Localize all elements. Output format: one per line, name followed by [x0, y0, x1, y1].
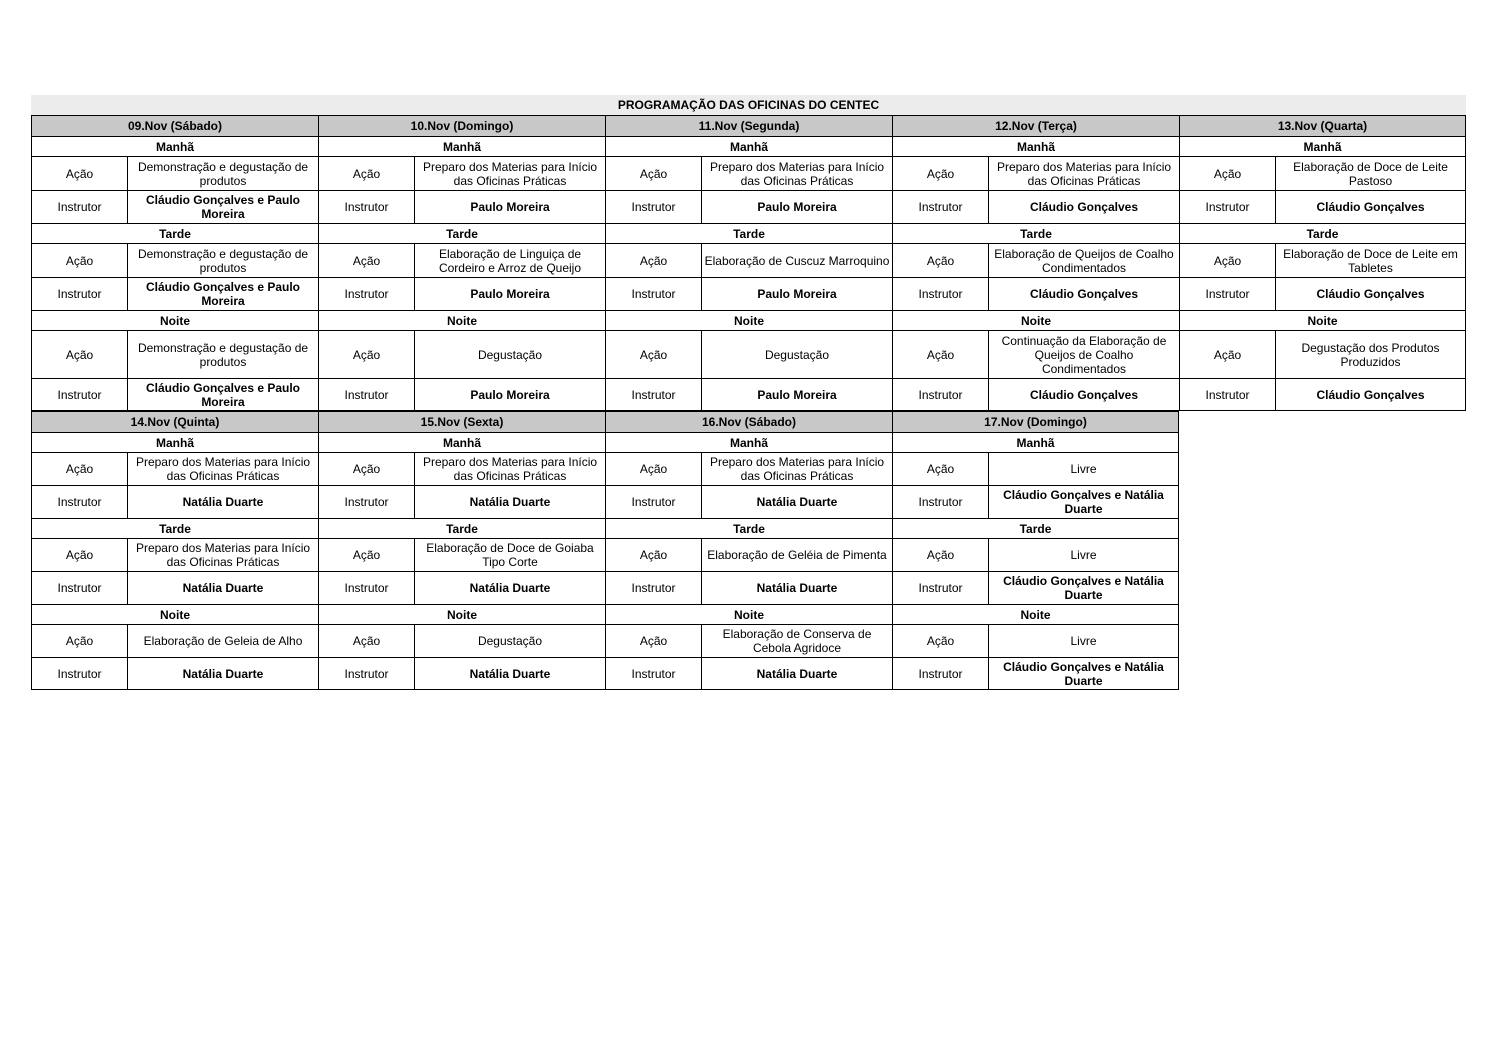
acao-label: Ação [31, 330, 127, 378]
day-header: 16.Nov (Sábado) [605, 411, 892, 432]
acao-row [892, 452, 1179, 485]
acao-value: Preparo dos Materias para Início das Oficinas Práticas [414, 156, 605, 190]
acao-value: Preparo dos Materias para Início das Oficinas Práticas [414, 452, 605, 485]
day-column [892, 115, 1179, 411]
instrutor-label: Instrutor [318, 190, 414, 223]
acao-value: Degustação [414, 330, 605, 378]
acao-value: Livre [988, 538, 1179, 571]
instrutor-row [892, 485, 1179, 518]
instrutor-row [605, 485, 892, 518]
instrutor-row [31, 190, 318, 223]
period-label: Tarde [892, 518, 1179, 538]
instrutor-value: Cláudio Gonçalves e Paulo Moreira [127, 190, 318, 223]
acao-value: Livre [988, 624, 1179, 657]
instrutor-label: Instrutor [1179, 190, 1275, 223]
instrutor-value: Cláudio Gonçalves [988, 277, 1179, 310]
instrutor-value: Cláudio Gonçalves [1275, 277, 1466, 310]
instrutor-label: Instrutor [31, 657, 127, 690]
instrutor-value: Paulo Moreira [414, 378, 605, 411]
acao-row [1179, 243, 1466, 277]
acao-row [605, 156, 892, 190]
acao-row [605, 624, 892, 657]
instrutor-label: Instrutor [31, 378, 127, 411]
instrutor-value: Paulo Moreira [414, 190, 605, 223]
acao-value: Elaboração de Geleia de Alho [127, 624, 318, 657]
instrutor-value: Natália Duarte [701, 571, 892, 604]
acao-value: Elaboração de Cuscuz Marroquino [701, 243, 892, 277]
period-label: Manhã [31, 136, 318, 156]
instrutor-label: Instrutor [31, 277, 127, 310]
day-header: 14.Nov (Quinta) [31, 411, 318, 432]
instrutor-value: Natália Duarte [414, 657, 605, 690]
period-label: Tarde [318, 518, 605, 538]
acao-label: Ação [605, 330, 701, 378]
instrutor-row [318, 277, 605, 310]
acao-row [892, 624, 1179, 657]
acao-value: Preparo dos Materias para Início das Oficinas Práticas [988, 156, 1179, 190]
instrutor-row [605, 277, 892, 310]
acao-row [892, 330, 1179, 378]
acao-row [318, 624, 605, 657]
period-label: Manhã [892, 432, 1179, 452]
acao-row [1179, 330, 1466, 378]
acao-row [318, 330, 605, 378]
acao-value: Degustação [701, 330, 892, 378]
instrutor-label: Instrutor [318, 378, 414, 411]
acao-label: Ação [605, 538, 701, 571]
acao-label: Ação [892, 243, 988, 277]
period-label: Noite [318, 310, 605, 330]
instrutor-row [605, 571, 892, 604]
period-label: Noite [31, 604, 318, 624]
instrutor-value: Natália Duarte [127, 571, 318, 604]
acao-label: Ação [1179, 243, 1275, 277]
acao-row [31, 243, 318, 277]
acao-value: Elaboração de Doce de Leite em Tabletes [1275, 243, 1466, 277]
instrutor-row [31, 571, 318, 604]
instrutor-label: Instrutor [605, 485, 701, 518]
period-label: Tarde [318, 223, 605, 243]
period-label: Tarde [31, 518, 318, 538]
acao-label: Ação [605, 156, 701, 190]
instrutor-row [1179, 378, 1466, 411]
acao-label: Ação [1179, 330, 1275, 378]
instrutor-value: Natália Duarte [414, 571, 605, 604]
week-block-2 [31, 411, 1466, 690]
instrutor-value: Cláudio Gonçalves e Paulo Moreira [127, 277, 318, 310]
period-label: Tarde [605, 223, 892, 243]
instrutor-row [318, 378, 605, 411]
acao-label: Ação [605, 624, 701, 657]
acao-row [318, 243, 605, 277]
acao-value: Elaboração de Geléia de Pimenta [701, 538, 892, 571]
acao-row [318, 156, 605, 190]
acao-row [605, 330, 892, 378]
instrutor-label: Instrutor [318, 485, 414, 518]
acao-value: Degustação dos Produtos Produzidos [1275, 330, 1466, 378]
acao-value: Elaboração de Doce de Goiaba Tipo Corte [414, 538, 605, 571]
day-header: 10.Nov (Domingo) [318, 115, 605, 136]
instrutor-value: Paulo Moreira [701, 378, 892, 411]
instrutor-row [31, 378, 318, 411]
instrutor-row [605, 378, 892, 411]
instrutor-row [892, 657, 1179, 690]
instrutor-value: Cláudio Gonçalves e Natália Duarte [988, 657, 1179, 690]
instrutor-label: Instrutor [605, 657, 701, 690]
acao-value: Preparo dos Materias para Início das Oficinas Práticas [701, 156, 892, 190]
instrutor-label: Instrutor [892, 277, 988, 310]
acao-value: Preparo dos Materias para Início das Oficinas Práticas [701, 452, 892, 485]
acao-row [318, 538, 605, 571]
period-label: Noite [1179, 310, 1466, 330]
day-column [605, 115, 892, 411]
instrutor-value: Cláudio Gonçalves [988, 190, 1179, 223]
instrutor-value: Cláudio Gonçalves [1275, 190, 1466, 223]
day-header: 09.Nov (Sábado) [31, 115, 318, 136]
acao-value: Demonstração e degustação de produtos [127, 330, 318, 378]
acao-label: Ação [31, 243, 127, 277]
acao-row [31, 156, 318, 190]
day-header: 15.Nov (Sexta) [318, 411, 605, 432]
acao-label: Ação [318, 243, 414, 277]
instrutor-value: Paulo Moreira [414, 277, 605, 310]
period-label: Noite [892, 310, 1179, 330]
acao-value: Preparo dos Materias para Início das Oficinas Práticas [127, 538, 318, 571]
instrutor-row [892, 378, 1179, 411]
acao-label: Ação [31, 156, 127, 190]
instrutor-row [318, 657, 605, 690]
instrutor-value: Natália Duarte [414, 485, 605, 518]
instrutor-value: Cláudio Gonçalves e Paulo Moreira [127, 378, 318, 411]
instrutor-row [31, 277, 318, 310]
instrutor-value: Natália Duarte [701, 657, 892, 690]
acao-row [605, 243, 892, 277]
period-label: Manhã [318, 432, 605, 452]
week-block-1 [31, 115, 1466, 411]
acao-value: Livre [988, 452, 1179, 485]
schedule-sheet [31, 95, 1466, 690]
period-label: Tarde [605, 518, 892, 538]
instrutor-row [31, 657, 318, 690]
day-column [318, 115, 605, 411]
instrutor-value: Natália Duarte [701, 485, 892, 518]
acao-row [892, 538, 1179, 571]
acao-value: Elaboração de Linguiça de Cordeiro e Arroz de Queijo [414, 243, 605, 277]
acao-row [31, 538, 318, 571]
acao-row [31, 330, 318, 378]
day-header: 17.Nov (Domingo) [892, 411, 1179, 432]
acao-label: Ação [318, 538, 414, 571]
acao-value: Elaboração de Conserva de Cebola Agridoce [701, 624, 892, 657]
acao-row [1179, 156, 1466, 190]
acao-label: Ação [892, 156, 988, 190]
day-header: 11.Nov (Segunda) [605, 115, 892, 136]
acao-value: Degustação [414, 624, 605, 657]
instrutor-label: Instrutor [892, 190, 988, 223]
instrutor-row [892, 571, 1179, 604]
instrutor-label: Instrutor [605, 190, 701, 223]
acao-label: Ação [892, 330, 988, 378]
acao-row [605, 452, 892, 485]
day-column [892, 411, 1179, 690]
day-header: 13.Nov (Quarta) [1179, 115, 1466, 136]
period-label: Manhã [31, 432, 318, 452]
period-label: Manhã [892, 136, 1179, 156]
acao-label: Ação [892, 538, 988, 571]
period-label: Tarde [1179, 223, 1466, 243]
period-label: Noite [892, 604, 1179, 624]
acao-row [605, 538, 892, 571]
instrutor-label: Instrutor [318, 277, 414, 310]
instrutor-label: Instrutor [318, 571, 414, 604]
instrutor-row [605, 657, 892, 690]
instrutor-label: Instrutor [605, 277, 701, 310]
period-label: Noite [605, 310, 892, 330]
day-column [318, 411, 605, 690]
acao-label: Ação [892, 452, 988, 485]
period-label: Noite [318, 604, 605, 624]
period-label: Noite [605, 604, 892, 624]
period-label: Manhã [605, 136, 892, 156]
day-column [31, 411, 318, 690]
day-column [605, 411, 892, 690]
instrutor-label: Instrutor [1179, 378, 1275, 411]
period-label: Tarde [892, 223, 1179, 243]
instrutor-row [1179, 190, 1466, 223]
instrutor-label: Instrutor [31, 190, 127, 223]
instrutor-label: Instrutor [892, 378, 988, 411]
acao-label: Ação [31, 624, 127, 657]
period-label: Manhã [1179, 136, 1466, 156]
acao-value: Demonstração e degustação de produtos [127, 243, 318, 277]
instrutor-label: Instrutor [605, 378, 701, 411]
acao-label: Ação [318, 624, 414, 657]
instrutor-value: Natália Duarte [127, 657, 318, 690]
acao-row [31, 452, 318, 485]
instrutor-row [1179, 277, 1466, 310]
instrutor-label: Instrutor [892, 571, 988, 604]
instrutor-label: Instrutor [892, 485, 988, 518]
instrutor-row [318, 571, 605, 604]
instrutor-value: Paulo Moreira [701, 277, 892, 310]
instrutor-label: Instrutor [31, 485, 127, 518]
acao-value: Elaboração de Queijos de Coalho Condimentados [988, 243, 1179, 277]
acao-value: Demonstração e degustação de produtos [127, 156, 318, 190]
instrutor-value: Natália Duarte [127, 485, 318, 518]
acao-label: Ação [605, 452, 701, 485]
instrutor-label: Instrutor [892, 657, 988, 690]
period-label: Tarde [31, 223, 318, 243]
instrutor-row [31, 485, 318, 518]
acao-label: Ação [892, 624, 988, 657]
instrutor-row [605, 190, 892, 223]
acao-row [318, 452, 605, 485]
acao-label: Ação [31, 538, 127, 571]
day-column [1179, 115, 1466, 411]
acao-label: Ação [318, 330, 414, 378]
acao-row [892, 243, 1179, 277]
instrutor-value: Cláudio Gonçalves e Natália Duarte [988, 571, 1179, 604]
period-label: Manhã [605, 432, 892, 452]
instrutor-label: Instrutor [1179, 277, 1275, 310]
period-label: Manhã [318, 136, 605, 156]
acao-row [892, 156, 1179, 190]
instrutor-value: Paulo Moreira [701, 190, 892, 223]
acao-label: Ação [1179, 156, 1275, 190]
acao-value: Continuação da Elaboração de Queijos de Coalho Condimentados [988, 330, 1179, 378]
day-column [31, 115, 318, 411]
instrutor-value: Cláudio Gonçalves e Natália Duarte [988, 485, 1179, 518]
instrutor-label: Instrutor [605, 571, 701, 604]
instrutor-row [892, 277, 1179, 310]
page-title: PROGRAMAÇÃO DAS OFICINAS DO CENTEC [31, 95, 1466, 115]
acao-row [31, 624, 318, 657]
acao-label: Ação [31, 452, 127, 485]
instrutor-value: Cláudio Gonçalves [1275, 378, 1466, 411]
acao-value: Elaboração de Doce de Leite Pastoso [1275, 156, 1466, 190]
instrutor-value: Cláudio Gonçalves [988, 378, 1179, 411]
acao-label: Ação [318, 452, 414, 485]
instrutor-label: Instrutor [318, 657, 414, 690]
acao-value: Preparo dos Materias para Início das Oficinas Práticas [127, 452, 318, 485]
period-label: Noite [31, 310, 318, 330]
instrutor-row [318, 190, 605, 223]
instrutor-row [318, 485, 605, 518]
day-header: 12.Nov (Terça) [892, 115, 1179, 136]
acao-label: Ação [318, 156, 414, 190]
acao-label: Ação [605, 243, 701, 277]
instrutor-row [892, 190, 1179, 223]
instrutor-label: Instrutor [31, 571, 127, 604]
